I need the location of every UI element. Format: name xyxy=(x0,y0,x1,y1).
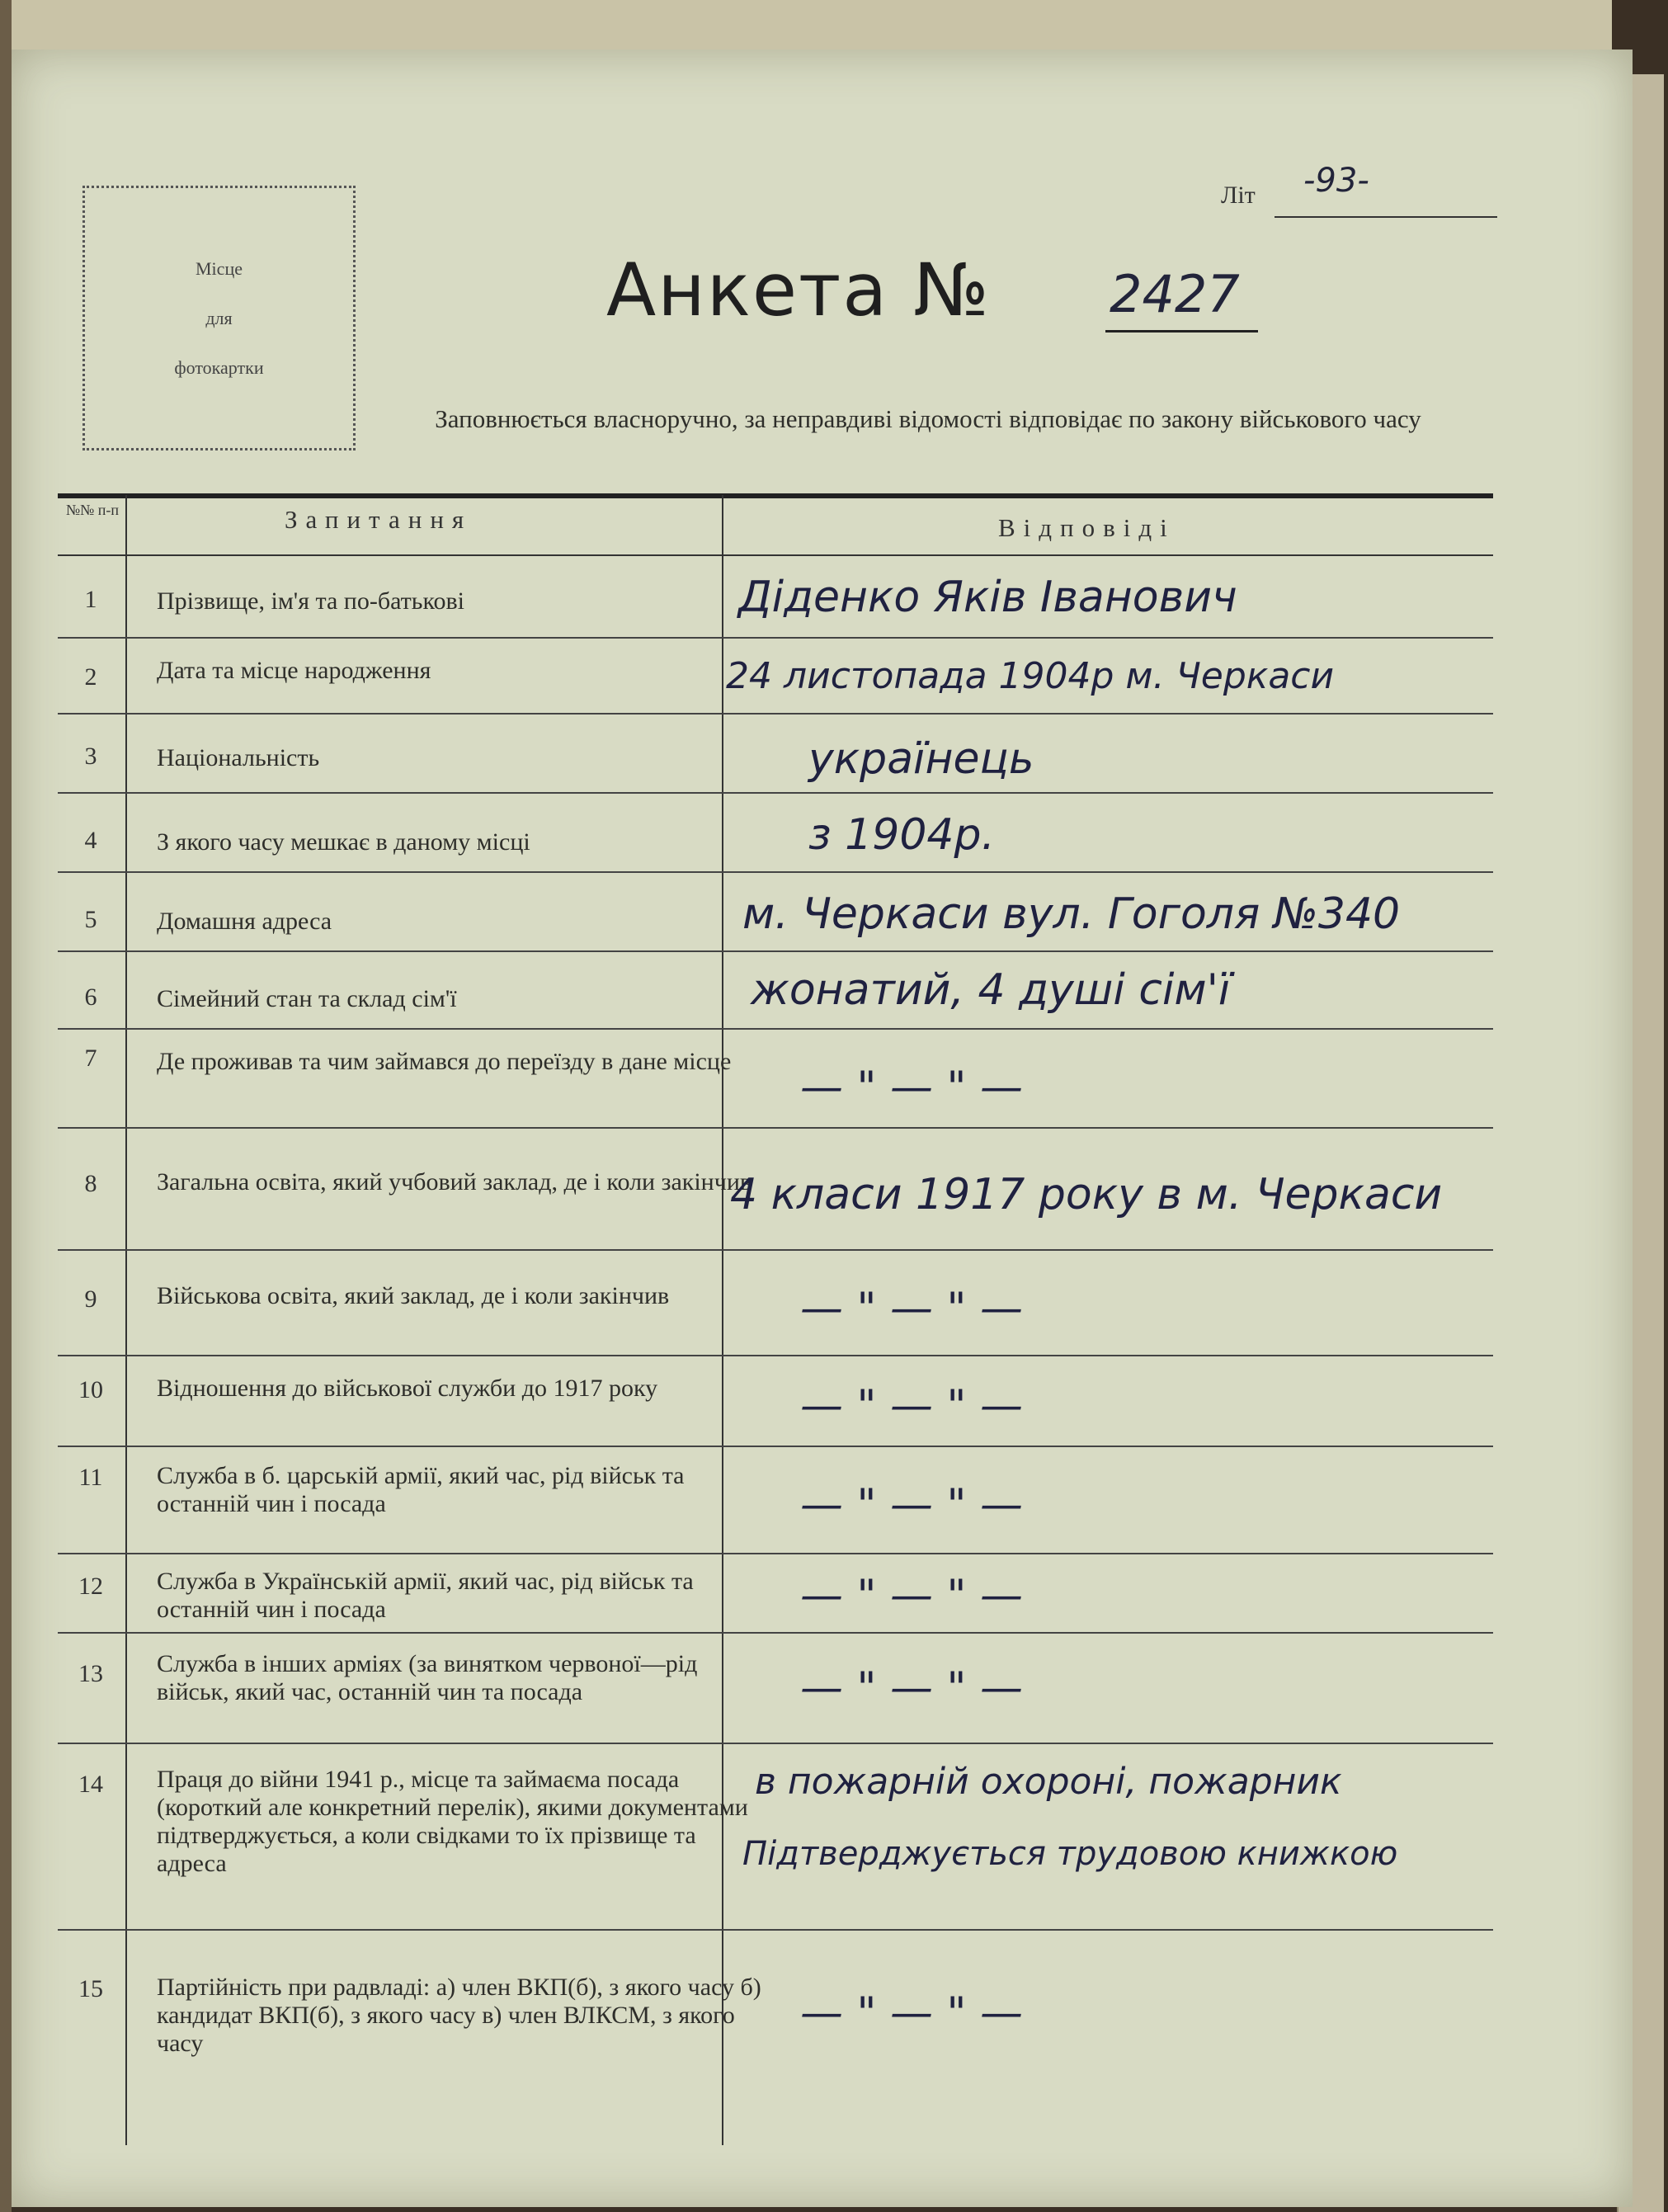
row-number: 14 xyxy=(78,1771,103,1798)
page-top-strip xyxy=(12,0,1612,50)
table-row xyxy=(58,1554,1493,1634)
row-question: Служба в б. царській армії, який час, рід військ та останній чин і посада xyxy=(157,1462,685,1517)
row-answer: жонатий, 4 душі сім'ї xyxy=(751,965,1231,1015)
table-row xyxy=(58,715,1493,794)
table-row xyxy=(58,1251,1493,1356)
header-num: №№ п-п xyxy=(65,502,120,518)
row-number: 7 xyxy=(84,1045,97,1072)
row-question: Служба в інших арміях (за винятком червоної—рід військ, який час, останній чин та посада xyxy=(157,1650,698,1705)
row-question: Відношення до військової служби до 1917 року xyxy=(157,1375,658,1402)
row-number: 4 xyxy=(84,827,97,854)
table-row xyxy=(58,952,1493,1030)
row-question: Праця до війни 1941 р., місце та займаєма посада (короткий але конкретний перелік), якими документами підтверджується, а коли свідками то їх прізвище та адреса xyxy=(157,1766,748,1877)
book-binding xyxy=(0,0,12,2212)
row-answer: 4 класи 1917 року в м. Черкаси xyxy=(730,1170,1443,1219)
row-number: 6 xyxy=(84,983,97,1011)
row-question: Національність xyxy=(157,744,320,771)
row-number: 15 xyxy=(78,1975,103,2002)
row-number: 13 xyxy=(78,1660,103,1687)
row-answer: — " — " — xyxy=(800,1480,1023,1530)
photo-label-1: Місце xyxy=(196,257,243,279)
row-answer: українець xyxy=(808,734,1034,784)
row-answer: — " — " — xyxy=(800,1663,1023,1713)
table-row xyxy=(58,873,1493,952)
row-answer: — " — " — xyxy=(800,1063,1023,1112)
table-row xyxy=(58,639,1493,715)
row-answer: з 1904р. xyxy=(808,810,996,860)
table-top-rule xyxy=(58,493,1493,498)
row-answer: Діденко Яків Іванович xyxy=(738,573,1237,622)
row-question: Домашня адреса xyxy=(157,908,332,935)
row-question: Сімейний стан та склад сім'ї xyxy=(157,985,457,1012)
lit-value: -93- xyxy=(1303,162,1369,200)
row-question: Прізвище, ім'я та по-батькові xyxy=(157,587,464,615)
row-number: 8 xyxy=(84,1170,97,1197)
photo-placeholder xyxy=(82,186,356,450)
table-row xyxy=(58,1356,1493,1447)
row-question: Де проживав та чим займався до переїзду в дане місце xyxy=(157,1048,732,1075)
lit-underline xyxy=(1275,216,1497,218)
table-row xyxy=(58,1931,1493,2096)
row-number: 5 xyxy=(84,906,97,933)
row-question: Служба в Українській армії, який час, рід військ та останній чин і посада xyxy=(157,1568,694,1623)
row-number: 1 xyxy=(84,586,97,613)
header-question: Запитання xyxy=(285,505,473,534)
row-answer: в пожарній охороні, пожарник xyxy=(755,1761,1342,1803)
photo-label-3: фотокартки xyxy=(174,356,264,378)
row-number: 2 xyxy=(84,663,97,691)
table-row xyxy=(58,1744,1493,1931)
form-number: 2427 xyxy=(1110,264,1240,324)
form-number-underline xyxy=(1105,330,1258,333)
row-question: Загальна освіта, який учбовий заклад, де і коли закінчив xyxy=(157,1168,752,1196)
form-title: Анкета № xyxy=(606,248,991,333)
header-answer: Відповіді xyxy=(998,513,1176,542)
row-question: Військова освіта, який заклад, де і коли закінчив xyxy=(157,1282,670,1309)
row-answer: 24 листопада 1904р м. Черкаси xyxy=(726,655,1335,697)
table-row xyxy=(58,1129,1493,1251)
row-answer: — " — " — xyxy=(800,1284,1023,1333)
table-row xyxy=(58,1030,1493,1129)
table-row xyxy=(58,794,1493,873)
table-row xyxy=(58,1447,1493,1554)
row-answer: — " — " — xyxy=(800,1571,1023,1620)
table-row xyxy=(58,556,1493,639)
row-answer: м. Черкаси вул. Гоголя №340 xyxy=(742,889,1401,939)
row-number: 9 xyxy=(84,1285,97,1313)
lit-label: Літ xyxy=(1221,182,1256,209)
form-notice: Заповнюється власноручно, за неправдиві відомості відповідає по закону військового часу xyxy=(435,404,1421,433)
row-number: 11 xyxy=(78,1464,103,1491)
photo-label-2: для xyxy=(205,307,233,328)
row-number: 10 xyxy=(78,1376,103,1403)
row-answer: — " — " — xyxy=(800,1381,1023,1431)
row-question: Партійність при радвладі: а) член ВКП(б), з якого часу б) кандидат ВКП(б), з якого часу в) член ВЛКСМ, з якого часу xyxy=(157,1974,761,2057)
row-answer-line2: Підтверджується трудовою книжкою xyxy=(742,1835,1398,1873)
table-row xyxy=(58,1634,1493,1744)
row-answer: — " — " — xyxy=(800,1988,1023,2038)
row-number: 3 xyxy=(84,743,97,770)
row-question: З якого часу мешкає в даному місці xyxy=(157,828,530,856)
row-question: Дата та місце народження xyxy=(157,657,431,684)
row-number: 12 xyxy=(78,1573,103,1600)
